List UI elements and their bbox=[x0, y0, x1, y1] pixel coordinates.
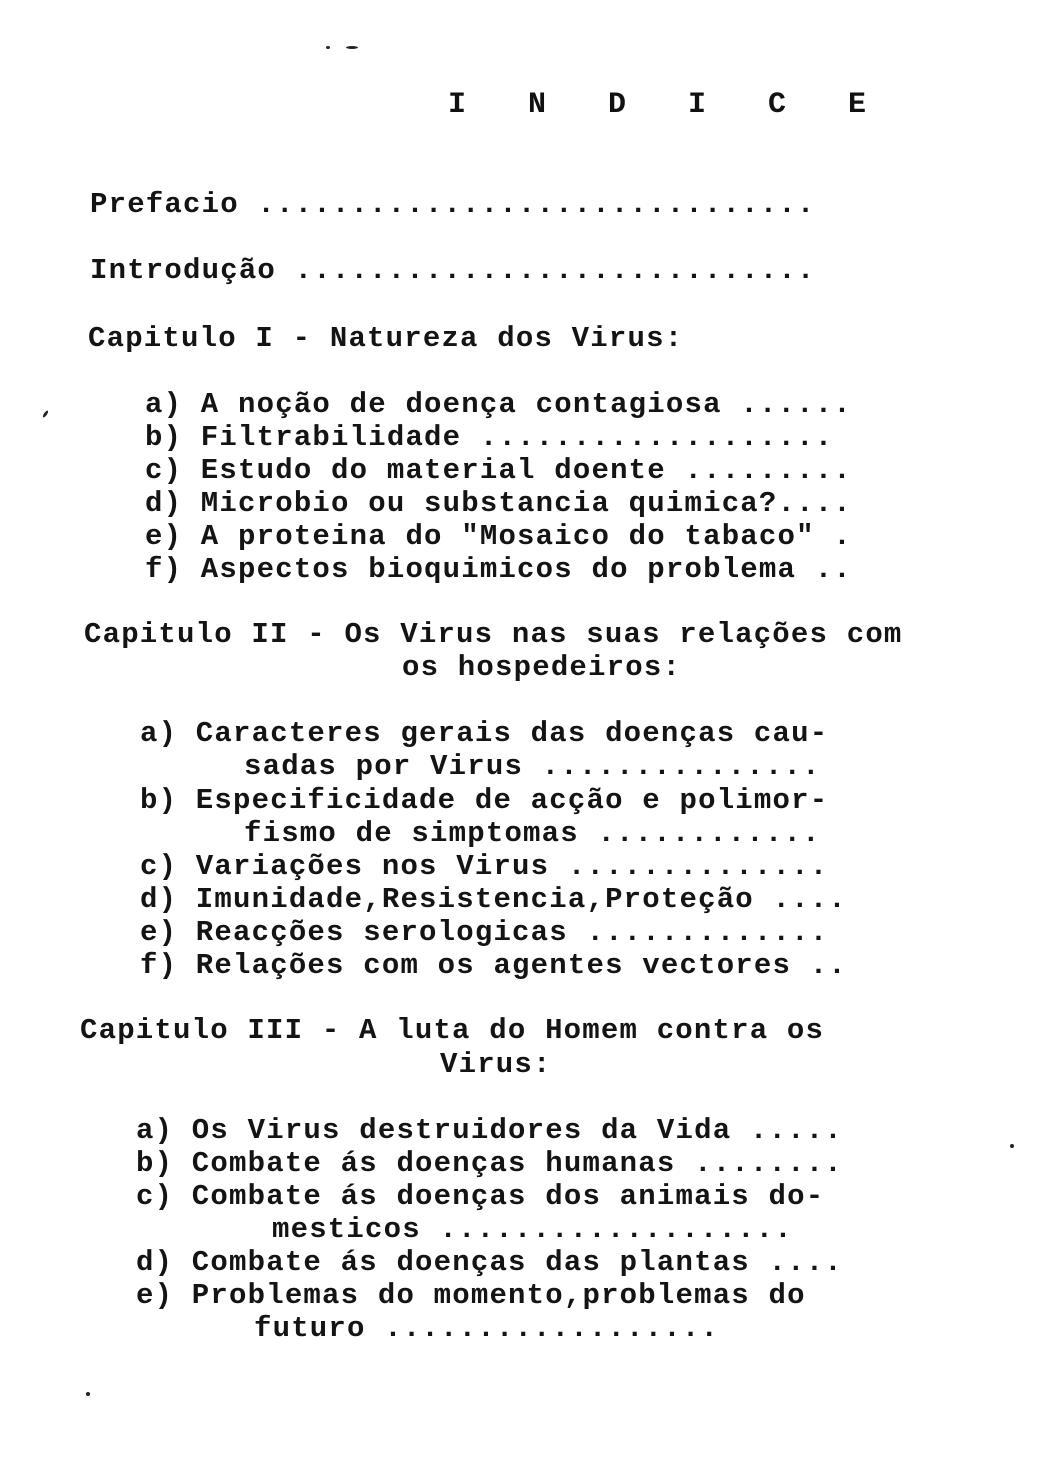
chapter-3-item-d: d) Combate ás doenças das plantas .... bbox=[136, 1246, 843, 1279]
chapter-1-item-c: c) Estudo do material doente ......... bbox=[145, 454, 852, 487]
chapter-3-heading-line2: Virus: bbox=[440, 1048, 552, 1081]
scan-speck bbox=[326, 46, 330, 49]
chapter-1-item-a: a) A noção de doença contagiosa ...... bbox=[145, 388, 852, 421]
chapter-2-item-a: a) Caracteres gerais das doenças cau- bbox=[140, 717, 829, 750]
chapter-1-item-f: f) Aspectos bioquimicos do problema .. bbox=[145, 553, 852, 586]
chapter-2-item-b-cont: fismo de simptomas ............ bbox=[244, 817, 821, 850]
chapter-3-item-a: a) Os Virus destruidores da Vida ..... bbox=[136, 1114, 843, 1147]
chapter-2-item-e: e) Reacções serologicas ............. bbox=[140, 916, 829, 949]
chapter-1-item-d: d) Microbio ou substancia quimica?.... bbox=[145, 487, 852, 520]
chapter-3-item-e-cont: futuro .................. bbox=[254, 1312, 720, 1345]
scan-speck bbox=[86, 1392, 90, 1396]
chapter-3-item-b: b) Combate ás doenças humanas ........ bbox=[136, 1147, 843, 1180]
chapter-1-item-b: b) Filtrabilidade ................... bbox=[145, 421, 834, 454]
toc-entry-prefacio: Prefacio .............................. bbox=[90, 188, 816, 221]
scan-speck bbox=[346, 46, 358, 49]
chapter-2-item-c: c) Variações nos Virus .............. bbox=[140, 850, 829, 883]
chapter-3-item-c-cont: mesticos ................... bbox=[272, 1213, 793, 1246]
chapter-2-item-b: b) Especificidade de acção e polimor- bbox=[140, 784, 829, 817]
scan-speck bbox=[42, 410, 49, 418]
chapter-1-heading: Capitulo I - Natureza dos Virus: bbox=[88, 322, 684, 355]
chapter-3-heading-line1: Capitulo III - A luta do Homem contra os bbox=[80, 1014, 825, 1047]
chapter-2-item-a-cont: sadas por Virus ............... bbox=[244, 750, 821, 783]
chapter-2-item-d: d) Imunidade,Resistencia,Proteção .... bbox=[140, 883, 847, 916]
chapter-1-item-e: e) A proteina do "Mosaico do tabaco" . bbox=[145, 520, 852, 553]
scan-speck bbox=[1010, 1144, 1014, 1148]
chapter-2-item-f: f) Relações com os agentes vectores .. bbox=[140, 949, 847, 982]
chapter-3-item-e: e) Problemas do momento,problemas do bbox=[136, 1279, 806, 1312]
chapter-2-heading-line1: Capitulo II - Os Virus nas suas relações com bbox=[84, 618, 903, 651]
page-title: I N D I C E bbox=[448, 88, 889, 122]
chapter-2-heading-line2: os hospedeiros: bbox=[402, 651, 682, 684]
chapter-3-item-c: c) Combate ás doenças dos animais do- bbox=[136, 1180, 825, 1213]
toc-entry-introducao: Introdução ............................ bbox=[90, 254, 816, 287]
